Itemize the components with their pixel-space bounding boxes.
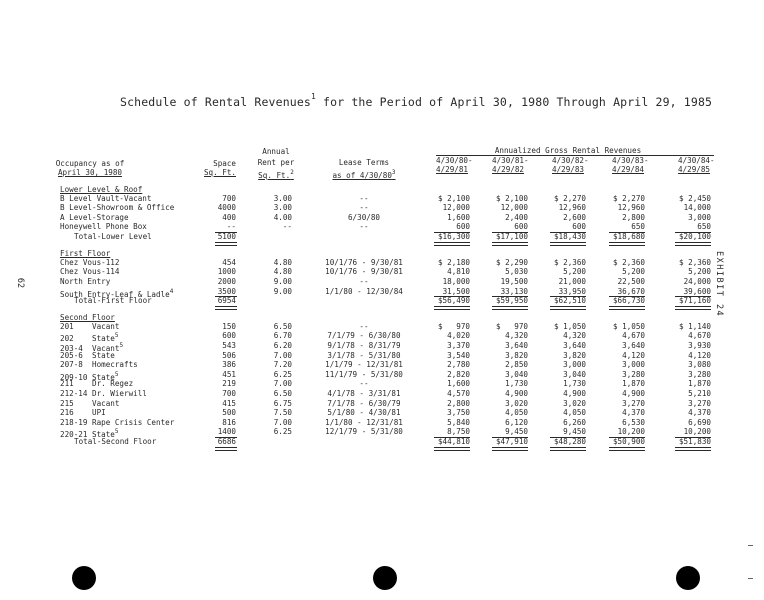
- lease-terms: 3/1/78 - 5/31/80: [327, 350, 401, 360]
- revenue-cell: 3,270: [688, 398, 711, 408]
- lease-terms: 1/1/80 - 12/31/81: [325, 417, 403, 427]
- revenue-cell: $ 2,180: [437, 257, 470, 267]
- total-label: Total-Second Floor: [74, 437, 157, 446]
- page-number: 62: [15, 277, 26, 289]
- lease-footnote: 3: [391, 169, 396, 176]
- revenue-total-rule: [675, 306, 711, 310]
- revenue-cell: 6,260: [563, 417, 586, 427]
- revenue-cell: 12,000: [500, 203, 528, 213]
- revenue-cell: 4,020: [447, 331, 470, 341]
- revenue-cell: 600: [456, 222, 470, 232]
- revenue-cell: 9,450: [505, 427, 528, 437]
- total-revenue: $59,950: [495, 296, 528, 306]
- header-occupancy-2: April 30, 1980: [57, 168, 122, 177]
- revenue-cell: $ 2,290: [495, 257, 528, 267]
- revenue-cell: 4,900: [563, 389, 586, 398]
- revenue-cell: 2,800: [622, 212, 645, 222]
- revenue-cell: 3,820: [505, 350, 528, 360]
- lease-terms: 4/1/78 - 3/31/81: [327, 389, 401, 398]
- rent-per-sqft: --: [282, 222, 292, 232]
- row-label: B Level Vault-Vacant: [60, 193, 152, 203]
- section-heading: Second Floor: [60, 313, 115, 323]
- total-revenue: $18,430: [553, 232, 586, 241]
- revenue-cell: 5,200: [688, 267, 711, 277]
- page-title: [120, 92, 712, 109]
- revenue-cell: 9,450: [563, 427, 586, 437]
- revenue-cell: $ 2,270: [553, 193, 586, 203]
- revenue-total-rule: [550, 306, 586, 310]
- revenue-cell: 4,320: [505, 331, 528, 341]
- total-revenue: $48,280: [553, 437, 586, 446]
- revenue-cell: 19,500: [500, 276, 528, 286]
- space-sqft: --: [226, 222, 236, 232]
- revenue-cell: 33,130: [500, 286, 528, 296]
- revenue-cell: 1,730: [563, 379, 586, 389]
- revenue-cell: 39,600: [683, 286, 711, 296]
- revenue-cell: 3,640: [563, 341, 586, 350]
- sqft-total-rule: [215, 306, 237, 310]
- revenue-cell: 3,000: [563, 360, 586, 370]
- rent-per-sqft: 6.25: [273, 369, 292, 379]
- lease-terms: 7/1/79 - 6/30/80: [327, 331, 401, 341]
- revenue-cell: 5,200: [622, 267, 645, 277]
- revenue-cell: 1,600: [447, 212, 470, 222]
- revenue-cell: 3,640: [622, 341, 645, 350]
- row-footnote: 5: [114, 370, 119, 378]
- rent-per-sqft: 6.50: [273, 321, 292, 331]
- sqft-total-rule: [215, 447, 237, 451]
- space-sqft: 386: [222, 360, 236, 370]
- revenue-cell: 600: [514, 222, 528, 232]
- margin-tick: [748, 545, 753, 546]
- revenue-total-rule: [609, 306, 645, 310]
- revenue-cell: 4,120: [622, 350, 645, 360]
- row-label: North Entry: [60, 276, 111, 286]
- header-occupancy-1: Occupancy as of: [55, 159, 125, 168]
- revenue-cell: 3,640: [505, 341, 528, 350]
- rent-per-sqft: 6.20: [273, 341, 292, 350]
- revenue-cell: $ 2,100: [495, 193, 528, 203]
- revenue-total-rule: [609, 447, 645, 451]
- revenue-cell: 8,750: [447, 427, 470, 437]
- revenue-cell: 1,870: [622, 379, 645, 389]
- revenue-cell: 14,000: [683, 203, 711, 213]
- lease-terms: 12/1/79 - 5/31/80: [325, 427, 403, 437]
- row-label: 205-6 State: [60, 350, 115, 360]
- revenue-cell: 6,120: [505, 417, 528, 427]
- lease-terms: 1/1/80 - 12/30/84: [325, 286, 403, 296]
- row-label: 202 State$^5$: [60, 332, 119, 344]
- revenue-cell: 2,780: [447, 360, 470, 370]
- total-label: Total-First Floor: [74, 296, 152, 306]
- lease-terms: 1/1/79 - 12/31/81: [325, 360, 403, 370]
- exhibit-label: EXHIBIT 24: [714, 251, 724, 318]
- revenue-cell: 4,670: [622, 331, 645, 341]
- row-label: 209-10 State$^5$: [60, 370, 119, 382]
- lease-terms: --: [359, 321, 369, 331]
- header-period-start: 4/30/82-: [552, 156, 589, 165]
- lease-terms: --: [359, 203, 369, 213]
- margin-tick: [748, 578, 753, 579]
- rent-per-sqft: 6.50: [273, 389, 292, 398]
- rent-per-sqft: 7.00: [273, 379, 292, 389]
- total-revenue: $62,510: [553, 296, 586, 306]
- rent-per-sqft: 4.80: [273, 267, 292, 277]
- total-revenue: $16,300: [437, 232, 470, 241]
- rent-per-sqft: 7.50: [273, 408, 292, 418]
- revenue-total-rule: [434, 242, 470, 246]
- lease-terms: 10/1/76 - 9/30/81: [325, 267, 403, 277]
- revenue-cell: 2,800: [447, 398, 470, 408]
- total-revenue: $50,900: [612, 437, 645, 446]
- revenue-cell: 5,840: [447, 417, 470, 427]
- revenue-cell: 12,960: [558, 203, 586, 213]
- row-label: Chez Vous-114: [60, 267, 120, 277]
- revenue-cell: $ 2,450: [678, 193, 711, 203]
- space-sqft: 454: [222, 257, 236, 267]
- revenue-cell: 3,370: [447, 341, 470, 350]
- row-label: Honeywell Phone Box: [60, 222, 147, 232]
- total-sqft: 5100: [217, 232, 236, 241]
- header-period-start: 4/30/80-: [436, 156, 473, 165]
- rent-per-sqft: 3.00: [273, 193, 292, 203]
- revenue-cell: 3,000: [622, 360, 645, 370]
- rent-per-sqft: 6.70: [273, 331, 292, 341]
- revenue-cell: 3,040: [505, 369, 528, 379]
- lease-terms: 10/1/76 - 9/30/81: [325, 257, 403, 267]
- revenue-cell: 4,900: [622, 389, 645, 398]
- revenue-cell: 4,050: [505, 408, 528, 418]
- total-revenue: $18,680: [612, 232, 645, 241]
- revenue-cell: 5,030: [505, 267, 528, 277]
- header-period-end: 4/29/84: [612, 165, 645, 174]
- revenue-cell: 12,960: [617, 203, 645, 213]
- row-label: 218-19 Rape Crisis Center: [60, 417, 175, 427]
- revenue-cell: 4,320: [563, 331, 586, 341]
- revenue-total-rule: [434, 447, 470, 451]
- header-period-start: 4/30/83-: [612, 156, 649, 165]
- lease-terms: --: [359, 276, 369, 286]
- rent-per-sqft: 7.00: [273, 350, 292, 360]
- revenue-cell: 2,850: [505, 360, 528, 370]
- revenue-cell: $ 1,050: [612, 321, 645, 331]
- revenue-cell: 4,050: [563, 408, 586, 418]
- row-footnote: 4: [169, 287, 174, 295]
- rent-per-sqft: 9.00: [273, 276, 292, 286]
- revenue-cell: 36,670: [617, 286, 645, 296]
- header-period-end: 4/29/82: [492, 165, 525, 174]
- revenue-cell: $ 1,140: [678, 321, 711, 331]
- revenue-cell: 10,200: [683, 427, 711, 437]
- rent-per-sqft: 9.00: [273, 286, 292, 296]
- total-label: Total-Lower Level: [74, 232, 152, 241]
- revenue-cell: 3,080: [688, 360, 711, 370]
- revenue-cell: $ 2,360: [678, 257, 711, 267]
- revenue-cell: 3,930: [688, 341, 711, 350]
- revenue-total-rule: [675, 242, 711, 246]
- header-space-2: Sq. Ft.: [203, 168, 236, 177]
- total-sqft: 6686: [217, 437, 236, 446]
- revenue-total-rule: [550, 447, 586, 451]
- revenue-cell: 2,600: [563, 212, 586, 222]
- section-heading: Lower Level & Roof: [60, 185, 143, 194]
- revenue-cell: 4,120: [688, 350, 711, 360]
- header-period-start: 4/30/84-: [678, 156, 715, 165]
- row-label: 215 Vacant: [60, 398, 120, 408]
- revenue-cell: 3,820: [563, 350, 586, 360]
- revenue-total-rule: [550, 242, 586, 246]
- revenue-cell: 3,750: [447, 408, 470, 418]
- revenue-cell: $ 970: [437, 321, 470, 331]
- header-revenue-group: Annualized Gross Rental Revenues: [494, 146, 642, 155]
- rent-per-sqft: 7.20: [273, 360, 292, 370]
- revenue-cell: 6,530: [622, 417, 645, 427]
- row-label: B Level-Showroom & Office: [60, 203, 175, 213]
- header-lease-2: as of $4/30/80^3$: [332, 169, 396, 180]
- header-rent-3: Sq. Ft.$^2$: [258, 169, 294, 180]
- revenue-cell: 650: [697, 222, 711, 232]
- revenue-cell: $ 970: [495, 321, 528, 331]
- revenue-cell: 1,730: [505, 379, 528, 389]
- header-rent-1: Annual: [262, 147, 290, 156]
- revenue-cell: 3,020: [563, 398, 586, 408]
- row-label: 220-21 State$^5$: [60, 428, 119, 440]
- total-revenue: $51,830: [678, 437, 711, 446]
- binder-hole-left: [72, 566, 96, 590]
- revenue-cell: 2,820: [447, 369, 470, 379]
- title-footnote: 1: [311, 92, 316, 101]
- lease-terms: --: [359, 193, 369, 203]
- revenue-cell: 1,600: [447, 379, 470, 389]
- lease-terms: 9/1/78 - 8/31/79: [327, 341, 401, 350]
- revenue-cell: 6,690: [688, 417, 711, 427]
- lease-terms: --: [359, 222, 369, 232]
- space-sqft: 150: [222, 321, 236, 331]
- revenue-cell: 600: [572, 222, 586, 232]
- title-text: Schedule of Rental Revenues: [120, 95, 311, 109]
- revenue-cell: 10,200: [617, 427, 645, 437]
- row-label: Chez Vous-112: [60, 257, 120, 267]
- revenue-cell: $ 1,050: [553, 321, 586, 331]
- total-revenue: $56,490: [437, 296, 470, 306]
- revenue-cell: 18,000: [442, 276, 470, 286]
- revenue-cell: 1,870: [688, 379, 711, 389]
- revenue-cell: 3,270: [622, 398, 645, 408]
- total-revenue: $47,910: [495, 437, 528, 446]
- rent-per-sqft: 4.80: [273, 257, 292, 267]
- revenue-total-rule: [492, 242, 528, 246]
- total-revenue: $71,160: [678, 296, 711, 306]
- revenue-cell: 4,670: [688, 331, 711, 341]
- space-sqft: 1400: [217, 427, 236, 437]
- space-sqft: 506: [222, 350, 236, 360]
- rent-per-sqft: 4.00: [273, 212, 292, 222]
- revenue-cell: 3,540: [447, 350, 470, 360]
- lease-terms: --: [359, 379, 369, 389]
- row-label: 203-4 Vacant$^5$: [60, 342, 124, 353]
- revenue-cell: 3,040: [563, 369, 586, 379]
- header-period-end: 4/29/85: [678, 165, 711, 174]
- space-sqft: 4000: [217, 203, 236, 213]
- row-label: 216 UPI: [60, 408, 106, 418]
- revenue-cell: $ 2,270: [612, 193, 645, 203]
- lease-terms: 5/1/80 - 4/30/81: [327, 408, 401, 418]
- binder-hole-right: [676, 566, 700, 590]
- row-label: South Entry-Leaf & Ladle$^4$: [60, 287, 174, 299]
- revenue-cell: 22,500: [617, 276, 645, 286]
- space-sqft: 219: [222, 379, 236, 389]
- revenue-total-rule: [609, 242, 645, 246]
- space-sqft: 543: [222, 341, 236, 350]
- space-sqft: 3500: [217, 286, 236, 296]
- row-label: 207-8 Homecrafts: [60, 360, 138, 370]
- revenue-cell: 24,000: [683, 276, 711, 286]
- revenue-cell: $ 2,360: [612, 257, 645, 267]
- row-label: 201 Vacant: [60, 321, 120, 331]
- total-revenue: $44,810: [437, 437, 470, 446]
- header-period-end: 4/29/81: [436, 165, 469, 174]
- rent-footnote: 2: [290, 169, 294, 176]
- space-sqft: 400: [222, 212, 236, 222]
- total-revenue: $17,100: [495, 232, 528, 241]
- revenue-total-rule: [492, 306, 528, 310]
- total-revenue: $66,730: [612, 296, 645, 306]
- rent-per-sqft: 3.00: [273, 203, 292, 213]
- header-period-start: 4/30/81-: [492, 156, 529, 165]
- revenue-cell: 5,200: [563, 267, 586, 277]
- rent-per-sqft: 7.00: [273, 417, 292, 427]
- total-sqft: 6954: [217, 296, 236, 306]
- space-sqft: 451: [222, 369, 236, 379]
- space-sqft: 1000: [217, 267, 236, 277]
- total-revenue: $20,100: [678, 232, 711, 241]
- revenue-cell: 31,500: [442, 286, 470, 296]
- revenue-cell: 3,020: [505, 398, 528, 408]
- space-sqft: 700: [222, 389, 236, 398]
- section-heading: First Floor: [60, 249, 111, 259]
- revenue-cell: 650: [631, 222, 645, 232]
- rent-per-sqft: 6.75: [273, 398, 292, 408]
- space-sqft: 700: [222, 193, 236, 203]
- revenue-cell: 3,280: [622, 369, 645, 379]
- revenue-cell: 33,950: [558, 286, 586, 296]
- revenue-cell: 5,210: [688, 389, 711, 398]
- space-sqft: 816: [222, 417, 236, 427]
- revenue-cell: $ 2,100: [437, 193, 470, 203]
- row-footnote: 5: [114, 428, 119, 436]
- rent-per-sqft: 6.25: [273, 427, 292, 437]
- title-rest: for the Period of April 30, 1980 Through April 29, 1985: [323, 95, 713, 109]
- space-sqft: 2000: [217, 276, 236, 286]
- revenue-cell: 4,370: [688, 408, 711, 418]
- space-sqft: 500: [222, 408, 236, 418]
- revenue-cell: 12,000: [442, 203, 470, 213]
- row-label: 212-14 Dr. Wierwill: [60, 389, 147, 398]
- header-lease-1: Lease Terms: [338, 158, 390, 167]
- revenue-total-rule: [434, 306, 470, 310]
- row-footnote: 5: [119, 342, 124, 349]
- revenue-cell: 4,570: [447, 389, 470, 398]
- row-footnote: 5: [114, 332, 119, 340]
- space-sqft: 600: [222, 331, 236, 341]
- row-label: A Level-Storage: [60, 212, 129, 222]
- lease-terms: 11/1/79 - 5/31/80: [325, 369, 403, 379]
- header-period-end: 4/29/83: [552, 165, 585, 174]
- revenue-total-rule: [492, 447, 528, 451]
- lease-terms: 6/30/80: [347, 212, 380, 222]
- revenue-cell: 4,810: [447, 267, 470, 277]
- revenue-cell: 3,000: [688, 212, 711, 222]
- binder-hole-center: [373, 566, 397, 590]
- revenue-cell: 4,370: [622, 408, 645, 418]
- lease-terms: 7/1/78 - 6/30/79: [327, 398, 401, 408]
- revenue-total-rule: [675, 447, 711, 451]
- space-sqft: 415: [222, 398, 236, 408]
- revenue-cell: 21,000: [558, 276, 586, 286]
- revenue-cell: 3,280: [688, 369, 711, 379]
- row-label: 211 Dr. Regez: [60, 379, 134, 389]
- revenue-cell: $ 2,360: [553, 257, 586, 267]
- revenue-cell: 2,400: [505, 212, 528, 222]
- sqft-total-rule: [215, 242, 237, 246]
- revenue-cell: 4,900: [505, 389, 528, 398]
- header-space-1: Space: [213, 159, 236, 168]
- header-rent-2: Rent per: [257, 158, 295, 167]
